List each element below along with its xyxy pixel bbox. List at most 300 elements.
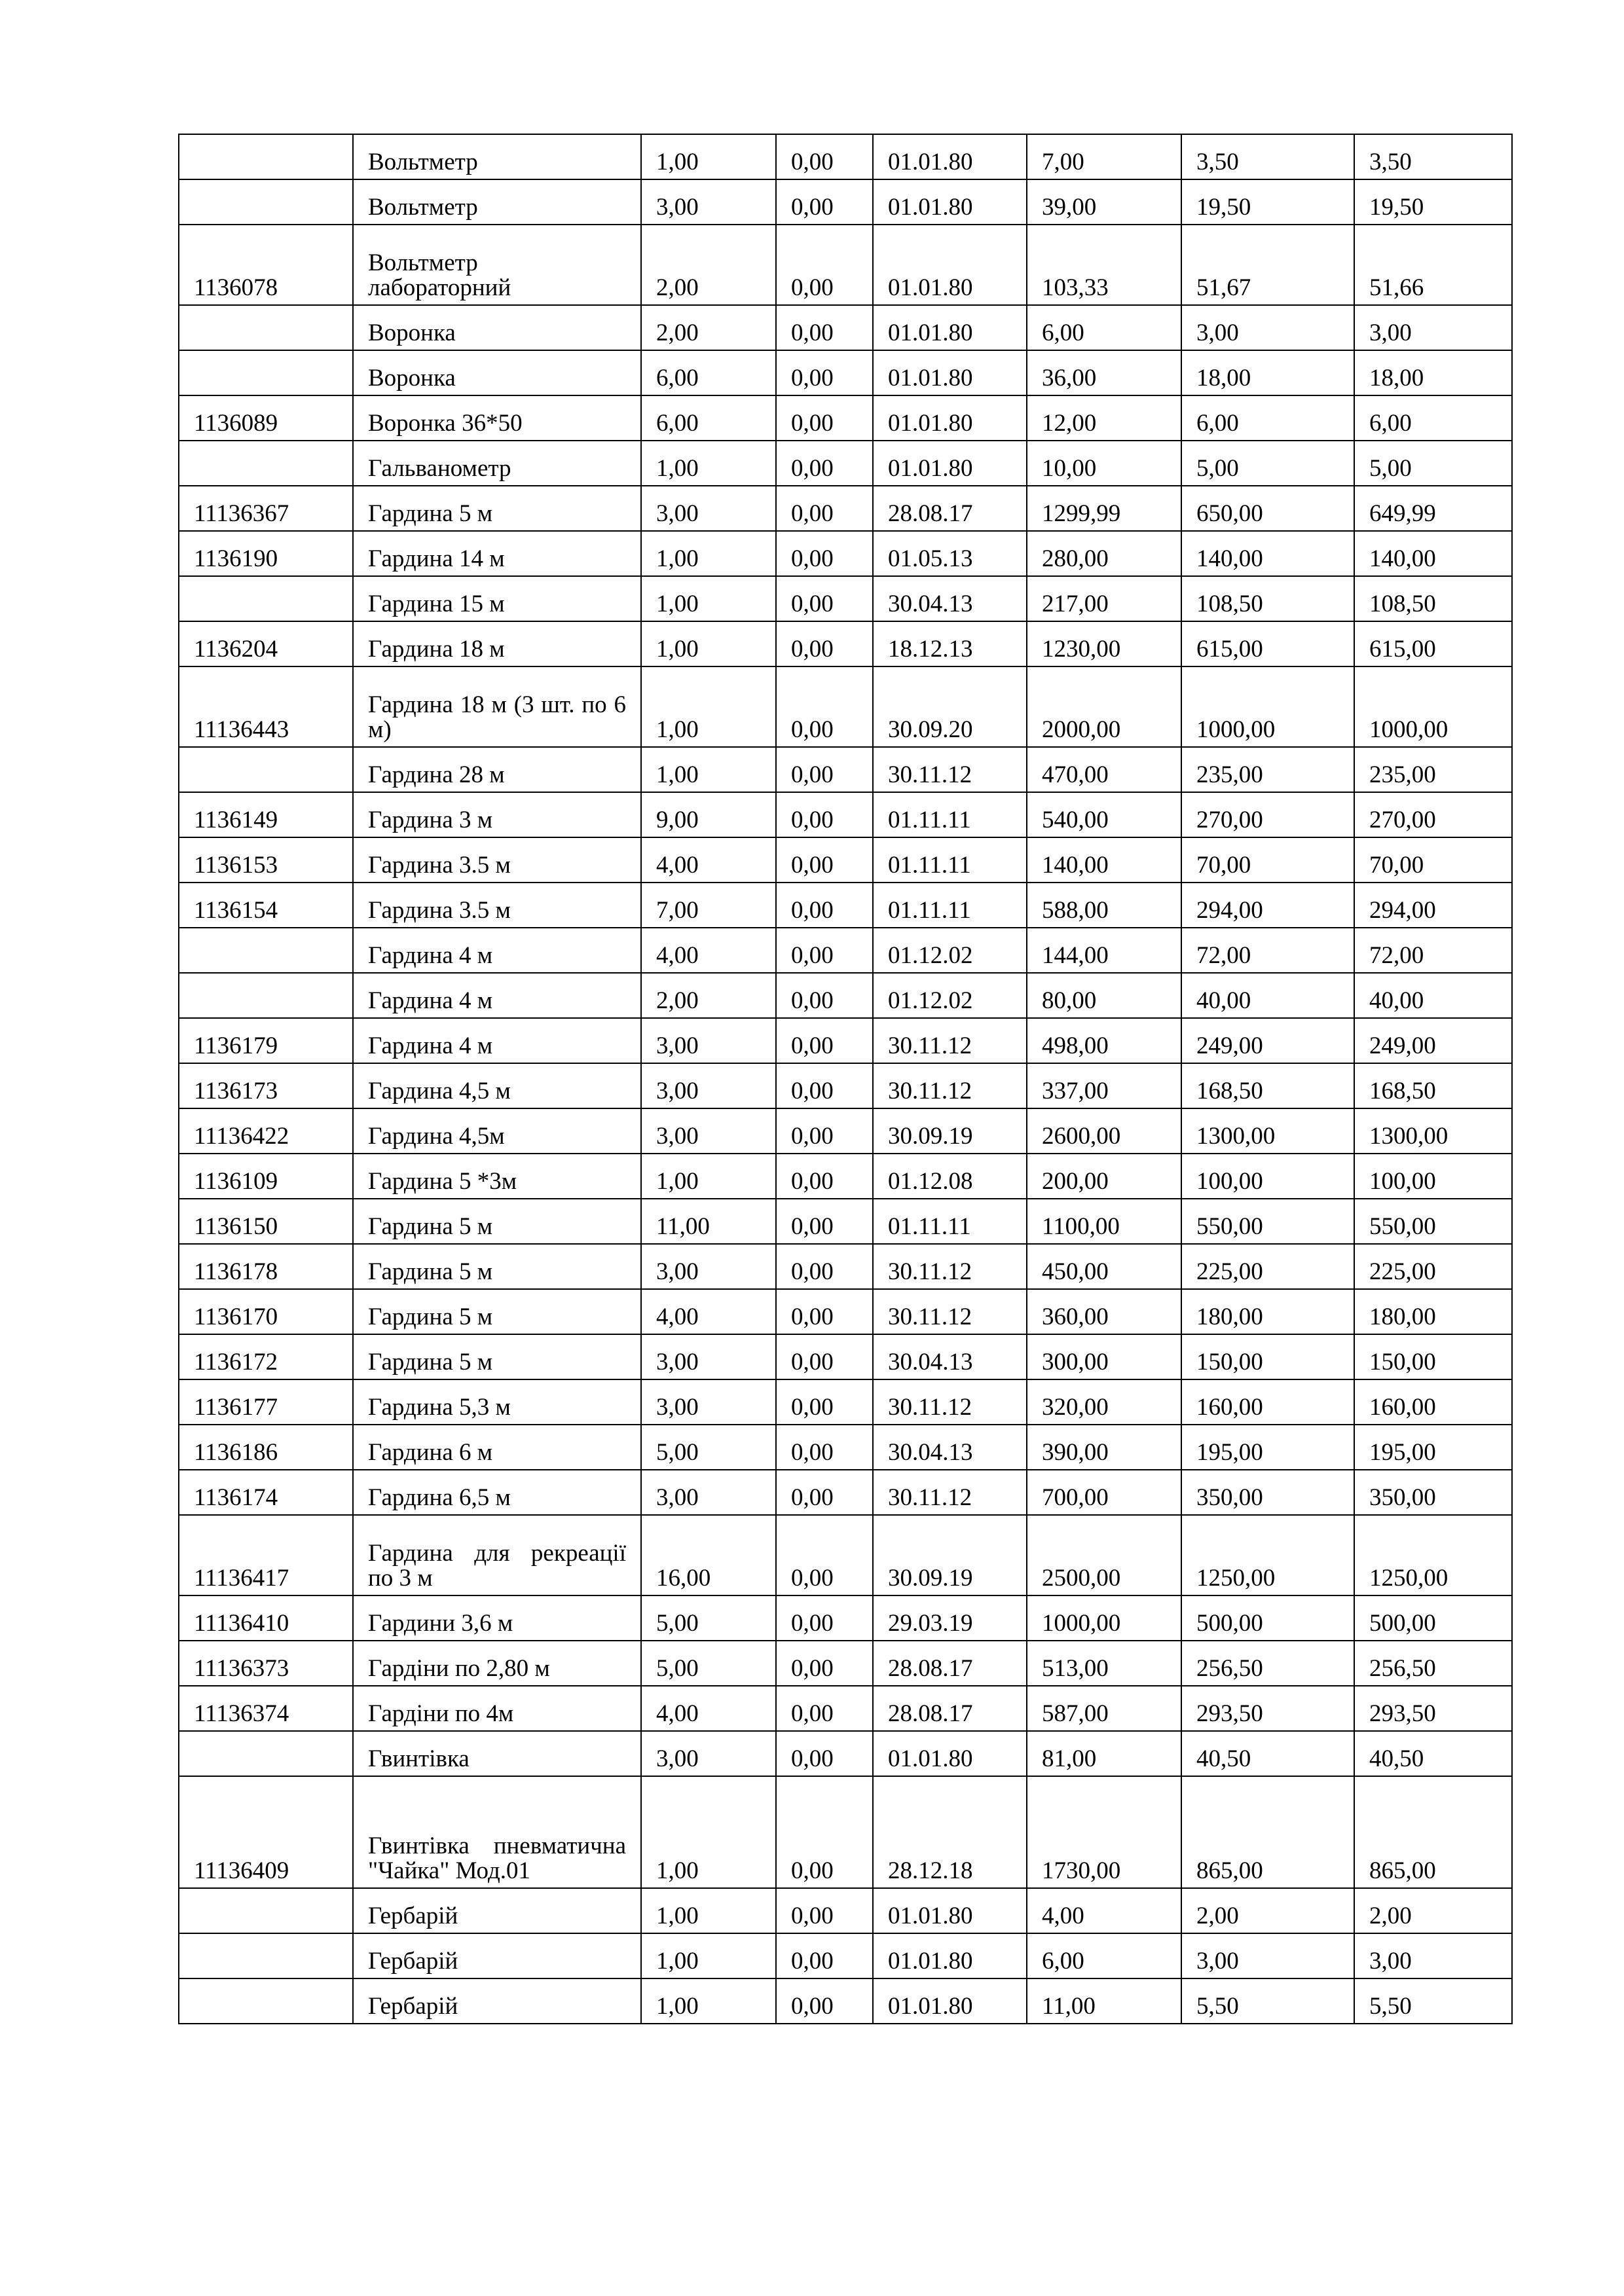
table-row xyxy=(179,1244,1512,1289)
date-cell: 30.11.12 xyxy=(873,747,1027,792)
quantity-cell: 3,00 xyxy=(641,1063,776,1108)
quantity-cell: 1,00 xyxy=(641,1154,776,1199)
quantity-cell: 16,00 xyxy=(641,1515,776,1595)
residual-value-cell: 293,50 xyxy=(1354,1686,1512,1731)
depreciation-cell: 500,00 xyxy=(1181,1595,1354,1641)
quantity-cell: 3,00 xyxy=(641,1108,776,1154)
item-code-cell: 1136172 xyxy=(179,1334,353,1379)
quantity-cell: 11,00 xyxy=(641,1199,776,1244)
quantity-cell: 5,00 xyxy=(641,1595,776,1641)
table-row xyxy=(179,1425,1512,1470)
zero-value-cell: 0,00 xyxy=(776,666,873,747)
item-code-cell: 1136177 xyxy=(179,1379,353,1425)
item-name-cell: Гардина 5 м xyxy=(353,486,641,531)
item-name-cell: Гардина для рекреації по 3 м xyxy=(353,1515,641,1595)
zero-value-cell: 0,00 xyxy=(776,395,873,441)
quantity-cell: 1,00 xyxy=(641,1776,776,1888)
total-cost-cell: 7,00 xyxy=(1027,134,1181,179)
depreciation-cell: 3,50 xyxy=(1181,134,1354,179)
item-code-cell xyxy=(179,1978,353,2024)
item-code-cell xyxy=(179,134,353,179)
date-cell: 28.08.17 xyxy=(873,1686,1027,1731)
zero-value-cell: 0,00 xyxy=(776,1108,873,1154)
table-row xyxy=(179,531,1512,576)
residual-value-cell: 160,00 xyxy=(1354,1379,1512,1425)
zero-value-cell: 0,00 xyxy=(776,1515,873,1595)
depreciation-cell: 18,00 xyxy=(1181,350,1354,395)
item-code-cell: 1136179 xyxy=(179,1018,353,1063)
total-cost-cell: 320,00 xyxy=(1027,1379,1181,1425)
depreciation-cell: 1250,00 xyxy=(1181,1515,1354,1595)
item-code-cell xyxy=(179,1933,353,1978)
item-code-cell: 1136173 xyxy=(179,1063,353,1108)
date-cell: 30.09.20 xyxy=(873,666,1027,747)
item-code-cell: 1136204 xyxy=(179,621,353,666)
item-name-cell: Гардина 5 м xyxy=(353,1199,641,1244)
item-name-cell: Гардіни по 2,80 м xyxy=(353,1641,641,1686)
residual-value-cell: 140,00 xyxy=(1354,531,1512,576)
item-name-cell: Гардина 4 м xyxy=(353,1018,641,1063)
quantity-cell: 2,00 xyxy=(641,973,776,1018)
item-name-cell: Гардина 18 м (3 шт. по 6 м) xyxy=(353,666,641,747)
item-code-cell xyxy=(179,973,353,1018)
date-cell: 01.01.80 xyxy=(873,305,1027,350)
total-cost-cell: 470,00 xyxy=(1027,747,1181,792)
item-name-cell: Вольтметр xyxy=(353,134,641,179)
depreciation-cell: 270,00 xyxy=(1181,792,1354,837)
table-row xyxy=(179,1108,1512,1154)
item-name-cell: Гардина 3.5 м xyxy=(353,837,641,883)
residual-value-cell: 500,00 xyxy=(1354,1595,1512,1641)
date-cell: 18.12.13 xyxy=(873,621,1027,666)
depreciation-cell: 168,50 xyxy=(1181,1063,1354,1108)
inventory-table xyxy=(178,134,1513,2024)
residual-value-cell: 150,00 xyxy=(1354,1334,1512,1379)
total-cost-cell: 280,00 xyxy=(1027,531,1181,576)
item-name-cell: Гардина 3 м xyxy=(353,792,641,837)
residual-value-cell: 3,50 xyxy=(1354,134,1512,179)
residual-value-cell: 550,00 xyxy=(1354,1199,1512,1244)
quantity-cell: 3,00 xyxy=(641,1244,776,1289)
depreciation-cell: 40,50 xyxy=(1181,1731,1354,1776)
date-cell: 30.04.13 xyxy=(873,576,1027,621)
zero-value-cell: 0,00 xyxy=(776,441,873,486)
date-cell: 01.01.80 xyxy=(873,134,1027,179)
inventory-page xyxy=(178,134,1513,2024)
item-code-cell xyxy=(179,441,353,486)
date-cell: 30.11.12 xyxy=(873,1244,1027,1289)
table-row xyxy=(179,441,1512,486)
zero-value-cell: 0,00 xyxy=(776,1289,873,1334)
residual-value-cell: 3,00 xyxy=(1354,1933,1512,1978)
zero-value-cell: 0,00 xyxy=(776,1154,873,1199)
inventory-table-body xyxy=(179,134,1512,2024)
table-row xyxy=(179,1686,1512,1731)
item-code-cell: 11136373 xyxy=(179,1641,353,1686)
depreciation-cell: 140,00 xyxy=(1181,531,1354,576)
depreciation-cell: 293,50 xyxy=(1181,1686,1354,1731)
total-cost-cell: 360,00 xyxy=(1027,1289,1181,1334)
item-code-cell: 11136374 xyxy=(179,1686,353,1731)
zero-value-cell: 0,00 xyxy=(776,621,873,666)
table-row xyxy=(179,973,1512,1018)
table-row xyxy=(179,1379,1512,1425)
item-code-cell: 1136150 xyxy=(179,1199,353,1244)
date-cell: 01.12.02 xyxy=(873,928,1027,973)
depreciation-cell: 180,00 xyxy=(1181,1289,1354,1334)
item-code-cell xyxy=(179,305,353,350)
zero-value-cell: 0,00 xyxy=(776,1978,873,2024)
date-cell: 01.12.08 xyxy=(873,1154,1027,1199)
residual-value-cell: 40,50 xyxy=(1354,1731,1512,1776)
item-name-cell: Гардина 4 м xyxy=(353,928,641,973)
quantity-cell: 1,00 xyxy=(641,576,776,621)
total-cost-cell: 200,00 xyxy=(1027,1154,1181,1199)
quantity-cell: 1,00 xyxy=(641,1933,776,1978)
item-name-cell: Гардіни по 4м xyxy=(353,1686,641,1731)
item-name-cell: Гардина 15 м xyxy=(353,576,641,621)
table-row xyxy=(179,1154,1512,1199)
quantity-cell: 1,00 xyxy=(641,531,776,576)
residual-value-cell: 168,50 xyxy=(1354,1063,1512,1108)
residual-value-cell: 5,00 xyxy=(1354,441,1512,486)
item-name-cell: Воронка xyxy=(353,305,641,350)
total-cost-cell: 1100,00 xyxy=(1027,1199,1181,1244)
total-cost-cell: 2000,00 xyxy=(1027,666,1181,747)
table-row xyxy=(179,1515,1512,1595)
zero-value-cell: 0,00 xyxy=(776,1933,873,1978)
depreciation-cell: 865,00 xyxy=(1181,1776,1354,1888)
total-cost-cell: 39,00 xyxy=(1027,179,1181,225)
item-name-cell: Гардина 4,5 м xyxy=(353,1063,641,1108)
total-cost-cell: 1299,99 xyxy=(1027,486,1181,531)
date-cell: 30.11.12 xyxy=(873,1063,1027,1108)
residual-value-cell: 1000,00 xyxy=(1354,666,1512,747)
residual-value-cell: 51,66 xyxy=(1354,225,1512,305)
depreciation-cell: 3,00 xyxy=(1181,305,1354,350)
residual-value-cell: 6,00 xyxy=(1354,395,1512,441)
table-row xyxy=(179,928,1512,973)
item-name-cell: Гардина 6 м xyxy=(353,1425,641,1470)
item-code-cell xyxy=(179,1731,353,1776)
zero-value-cell: 0,00 xyxy=(776,1641,873,1686)
quantity-cell: 5,00 xyxy=(641,1641,776,1686)
quantity-cell: 6,00 xyxy=(641,395,776,441)
residual-value-cell: 18,00 xyxy=(1354,350,1512,395)
item-code-cell xyxy=(179,1888,353,1933)
depreciation-cell: 3,00 xyxy=(1181,1933,1354,1978)
item-name-cell: Гардина 4,5м xyxy=(353,1108,641,1154)
item-code-cell: 11136422 xyxy=(179,1108,353,1154)
item-code-cell: 11136417 xyxy=(179,1515,353,1595)
residual-value-cell: 865,00 xyxy=(1354,1776,1512,1888)
depreciation-cell: 235,00 xyxy=(1181,747,1354,792)
residual-value-cell: 100,00 xyxy=(1354,1154,1512,1199)
item-code-cell: 1136078 xyxy=(179,225,353,305)
date-cell: 30.09.19 xyxy=(873,1515,1027,1595)
quantity-cell: 3,00 xyxy=(641,486,776,531)
table-row xyxy=(179,134,1512,179)
item-name-cell: Гардина 5 м xyxy=(353,1334,641,1379)
item-name-cell: Воронка xyxy=(353,350,641,395)
total-cost-cell: 80,00 xyxy=(1027,973,1181,1018)
table-row xyxy=(179,486,1512,531)
zero-value-cell: 0,00 xyxy=(776,883,873,928)
date-cell: 30.09.19 xyxy=(873,1108,1027,1154)
quantity-cell: 3,00 xyxy=(641,1470,776,1515)
total-cost-cell: 11,00 xyxy=(1027,1978,1181,2024)
residual-value-cell: 615,00 xyxy=(1354,621,1512,666)
depreciation-cell: 650,00 xyxy=(1181,486,1354,531)
item-name-cell: Гардина 6,5 м xyxy=(353,1470,641,1515)
date-cell: 30.04.13 xyxy=(873,1334,1027,1379)
table-row xyxy=(179,225,1512,305)
residual-value-cell: 350,00 xyxy=(1354,1470,1512,1515)
zero-value-cell: 0,00 xyxy=(776,1595,873,1641)
total-cost-cell: 6,00 xyxy=(1027,1933,1181,1978)
quantity-cell: 4,00 xyxy=(641,837,776,883)
item-name-cell: Гвинтівка xyxy=(353,1731,641,1776)
table-row xyxy=(179,1776,1512,1888)
residual-value-cell: 108,50 xyxy=(1354,576,1512,621)
item-code-cell: 1136190 xyxy=(179,531,353,576)
item-name-cell: Гардина 5 м xyxy=(353,1244,641,1289)
item-name-cell: Гербарій xyxy=(353,1888,641,1933)
date-cell: 30.11.12 xyxy=(873,1470,1027,1515)
item-name-cell: Гардина 5 *3м xyxy=(353,1154,641,1199)
zero-value-cell: 0,00 xyxy=(776,747,873,792)
zero-value-cell: 0,00 xyxy=(776,576,873,621)
quantity-cell: 1,00 xyxy=(641,1888,776,1933)
zero-value-cell: 0,00 xyxy=(776,486,873,531)
total-cost-cell: 36,00 xyxy=(1027,350,1181,395)
item-name-cell: Гардина 18 м xyxy=(353,621,641,666)
residual-value-cell: 225,00 xyxy=(1354,1244,1512,1289)
zero-value-cell: 0,00 xyxy=(776,225,873,305)
item-name-cell: Гардина 4 м xyxy=(353,973,641,1018)
depreciation-cell: 51,67 xyxy=(1181,225,1354,305)
total-cost-cell: 540,00 xyxy=(1027,792,1181,837)
zero-value-cell: 0,00 xyxy=(776,1470,873,1515)
residual-value-cell: 249,00 xyxy=(1354,1018,1512,1063)
depreciation-cell: 350,00 xyxy=(1181,1470,1354,1515)
item-code-cell: 1136170 xyxy=(179,1289,353,1334)
quantity-cell: 3,00 xyxy=(641,179,776,225)
zero-value-cell: 0,00 xyxy=(776,179,873,225)
table-row xyxy=(179,179,1512,225)
item-code-cell: 1136178 xyxy=(179,1244,353,1289)
residual-value-cell: 256,50 xyxy=(1354,1641,1512,1686)
date-cell: 28.08.17 xyxy=(873,1641,1027,1686)
item-name-cell: Гальванометр xyxy=(353,441,641,486)
table-row xyxy=(179,1888,1512,1933)
item-code-cell xyxy=(179,350,353,395)
date-cell: 28.12.18 xyxy=(873,1776,1027,1888)
total-cost-cell: 140,00 xyxy=(1027,837,1181,883)
depreciation-cell: 100,00 xyxy=(1181,1154,1354,1199)
zero-value-cell: 0,00 xyxy=(776,1334,873,1379)
item-name-cell: Гербарій xyxy=(353,1978,641,2024)
date-cell: 29.03.19 xyxy=(873,1595,1027,1641)
depreciation-cell: 195,00 xyxy=(1181,1425,1354,1470)
quantity-cell: 1,00 xyxy=(641,747,776,792)
table-row xyxy=(179,1731,1512,1776)
item-code-cell xyxy=(179,179,353,225)
depreciation-cell: 249,00 xyxy=(1181,1018,1354,1063)
date-cell: 01.01.80 xyxy=(873,350,1027,395)
item-code-cell: 1136149 xyxy=(179,792,353,837)
quantity-cell: 3,00 xyxy=(641,1334,776,1379)
zero-value-cell: 0,00 xyxy=(776,1425,873,1470)
zero-value-cell: 0,00 xyxy=(776,973,873,1018)
depreciation-cell: 2,00 xyxy=(1181,1888,1354,1933)
item-code-cell xyxy=(179,928,353,973)
total-cost-cell: 700,00 xyxy=(1027,1470,1181,1515)
zero-value-cell: 0,00 xyxy=(776,1199,873,1244)
zero-value-cell: 0,00 xyxy=(776,350,873,395)
total-cost-cell: 587,00 xyxy=(1027,1686,1181,1731)
total-cost-cell: 450,00 xyxy=(1027,1244,1181,1289)
item-name-cell: Воронка 36*50 xyxy=(353,395,641,441)
item-name-cell: Вольтметр лабораторний xyxy=(353,225,641,305)
date-cell: 01.01.80 xyxy=(873,225,1027,305)
quantity-cell: 1,00 xyxy=(641,134,776,179)
residual-value-cell: 40,00 xyxy=(1354,973,1512,1018)
quantity-cell: 1,00 xyxy=(641,1978,776,2024)
quantity-cell: 3,00 xyxy=(641,1018,776,1063)
total-cost-cell: 103,33 xyxy=(1027,225,1181,305)
table-row xyxy=(179,1470,1512,1515)
date-cell: 01.01.80 xyxy=(873,1978,1027,2024)
total-cost-cell: 144,00 xyxy=(1027,928,1181,973)
zero-value-cell: 0,00 xyxy=(776,305,873,350)
quantity-cell: 2,00 xyxy=(641,305,776,350)
depreciation-cell: 294,00 xyxy=(1181,883,1354,928)
item-code-cell: 1136089 xyxy=(179,395,353,441)
total-cost-cell: 2500,00 xyxy=(1027,1515,1181,1595)
quantity-cell: 9,00 xyxy=(641,792,776,837)
depreciation-cell: 1300,00 xyxy=(1181,1108,1354,1154)
quantity-cell: 1,00 xyxy=(641,621,776,666)
total-cost-cell: 81,00 xyxy=(1027,1731,1181,1776)
item-name-cell: Вольтметр xyxy=(353,179,641,225)
date-cell: 01.05.13 xyxy=(873,531,1027,576)
zero-value-cell: 0,00 xyxy=(776,1379,873,1425)
depreciation-cell: 70,00 xyxy=(1181,837,1354,883)
zero-value-cell: 0,00 xyxy=(776,1776,873,1888)
quantity-cell: 3,00 xyxy=(641,1379,776,1425)
total-cost-cell: 588,00 xyxy=(1027,883,1181,928)
date-cell: 01.01.80 xyxy=(873,441,1027,486)
zero-value-cell: 0,00 xyxy=(776,1244,873,1289)
depreciation-cell: 225,00 xyxy=(1181,1244,1354,1289)
table-row xyxy=(179,621,1512,666)
zero-value-cell: 0,00 xyxy=(776,531,873,576)
table-row xyxy=(179,1063,1512,1108)
date-cell: 01.01.80 xyxy=(873,179,1027,225)
residual-value-cell: 72,00 xyxy=(1354,928,1512,973)
item-code-cell: 11136367 xyxy=(179,486,353,531)
item-code-cell xyxy=(179,747,353,792)
depreciation-cell: 72,00 xyxy=(1181,928,1354,973)
table-row xyxy=(179,1595,1512,1641)
depreciation-cell: 5,00 xyxy=(1181,441,1354,486)
total-cost-cell: 1000,00 xyxy=(1027,1595,1181,1641)
total-cost-cell: 12,00 xyxy=(1027,395,1181,441)
quantity-cell: 2,00 xyxy=(641,225,776,305)
table-row xyxy=(179,883,1512,928)
residual-value-cell: 3,00 xyxy=(1354,305,1512,350)
item-code-cell xyxy=(179,576,353,621)
item-code-cell: 11136410 xyxy=(179,1595,353,1641)
residual-value-cell: 70,00 xyxy=(1354,837,1512,883)
total-cost-cell: 498,00 xyxy=(1027,1018,1181,1063)
date-cell: 01.01.80 xyxy=(873,395,1027,441)
depreciation-cell: 40,00 xyxy=(1181,973,1354,1018)
date-cell: 30.11.12 xyxy=(873,1379,1027,1425)
quantity-cell: 4,00 xyxy=(641,928,776,973)
total-cost-cell: 2600,00 xyxy=(1027,1108,1181,1154)
zero-value-cell: 0,00 xyxy=(776,1018,873,1063)
date-cell: 01.11.11 xyxy=(873,792,1027,837)
total-cost-cell: 337,00 xyxy=(1027,1063,1181,1108)
zero-value-cell: 0,00 xyxy=(776,792,873,837)
quantity-cell: 3,00 xyxy=(641,1731,776,1776)
table-row xyxy=(179,792,1512,837)
residual-value-cell: 235,00 xyxy=(1354,747,1512,792)
table-row xyxy=(179,837,1512,883)
table-row xyxy=(179,1289,1512,1334)
residual-value-cell: 649,99 xyxy=(1354,486,1512,531)
residual-value-cell: 5,50 xyxy=(1354,1978,1512,2024)
zero-value-cell: 0,00 xyxy=(776,134,873,179)
total-cost-cell: 300,00 xyxy=(1027,1334,1181,1379)
table-row xyxy=(179,350,1512,395)
residual-value-cell: 195,00 xyxy=(1354,1425,1512,1470)
item-code-cell: 11136443 xyxy=(179,666,353,747)
zero-value-cell: 0,00 xyxy=(776,1063,873,1108)
depreciation-cell: 5,50 xyxy=(1181,1978,1354,2024)
table-row xyxy=(179,1641,1512,1686)
residual-value-cell: 1300,00 xyxy=(1354,1108,1512,1154)
date-cell: 01.01.80 xyxy=(873,1888,1027,1933)
date-cell: 28.08.17 xyxy=(873,486,1027,531)
quantity-cell: 7,00 xyxy=(641,883,776,928)
table-row xyxy=(179,1018,1512,1063)
table-row xyxy=(179,305,1512,350)
item-name-cell: Гардина 14 м xyxy=(353,531,641,576)
table-row xyxy=(179,395,1512,441)
depreciation-cell: 615,00 xyxy=(1181,621,1354,666)
total-cost-cell: 10,00 xyxy=(1027,441,1181,486)
total-cost-cell: 4,00 xyxy=(1027,1888,1181,1933)
item-code-cell: 1136186 xyxy=(179,1425,353,1470)
quantity-cell: 4,00 xyxy=(641,1289,776,1334)
depreciation-cell: 1000,00 xyxy=(1181,666,1354,747)
total-cost-cell: 6,00 xyxy=(1027,305,1181,350)
quantity-cell: 1,00 xyxy=(641,666,776,747)
table-row xyxy=(179,747,1512,792)
date-cell: 30.11.12 xyxy=(873,1018,1027,1063)
residual-value-cell: 2,00 xyxy=(1354,1888,1512,1933)
item-name-cell: Гардина 5 м xyxy=(353,1289,641,1334)
zero-value-cell: 0,00 xyxy=(776,837,873,883)
item-name-cell: Гвинтівка пневматична "Чайка" Мод.01 xyxy=(353,1776,641,1888)
item-code-cell: 1136174 xyxy=(179,1470,353,1515)
table-row xyxy=(179,1334,1512,1379)
depreciation-cell: 6,00 xyxy=(1181,395,1354,441)
date-cell: 01.12.02 xyxy=(873,973,1027,1018)
